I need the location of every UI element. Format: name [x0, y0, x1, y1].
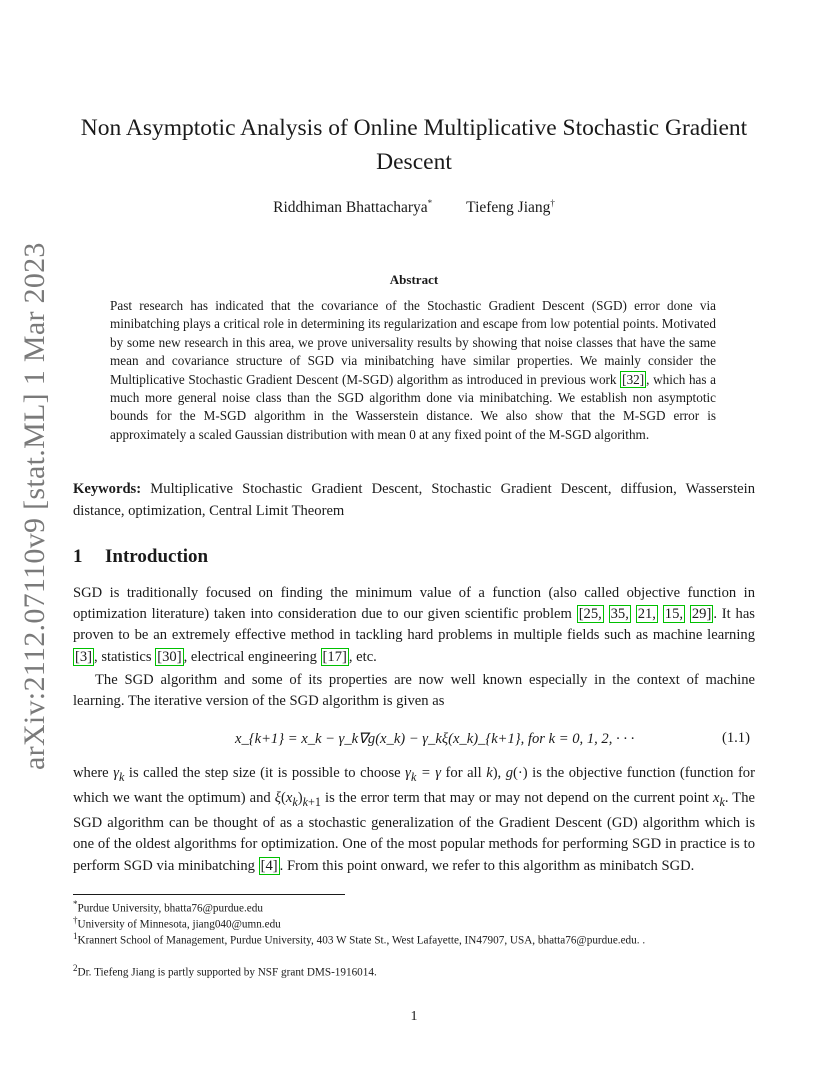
- abstract-text: Past research has indicated that the covariance of the Stochastic Gradient Descent (SGD) error done via minibatching plays a critical role in determining its regularization and escape from low potential points. Motivated by some new research in this area, we prove universality results by showing that noise classes that have the same mean and covariance structure of SGD via minibatching have similar properties. We mainly consider the Multiplicative Stochastic Gradient Descent (M-SGD) algorithm as introduced in previous work: [110, 298, 716, 387]
- author-1: Riddhiman Bhattacharya: [273, 199, 428, 217]
- intro-paragraph-2: The SGD algorithm and some of its properties are now well known especially in the context of machine learning. The iterative version of the SGD algorithm is given as: [73, 672, 755, 710]
- footnote-rule: [73, 894, 345, 895]
- citation-link[interactable]: 21,: [637, 606, 656, 623]
- section-title: Introduction: [105, 546, 209, 567]
- equation-1-1: x_{k+1} = x_k − γ_k∇g(x_k) − γ_kξ(x_k)_{k+1}, for k = 0, 1, 2, · · ·: [235, 731, 635, 747]
- page-number: 1: [410, 1009, 418, 1024]
- section-heading: [73, 546, 208, 568]
- abstract-text-2: , which has a much more general noise class than the SGD algorithm done via minibatching. We establish non asymptotic bounds for the M-SGD algorithm in the Wasserstein distance. We also show that the M-SGD error is approximately a scaled Gaussian distribution with mean 0 at any fixed point of the M-SGD algorithm.: [110, 371, 716, 442]
- title-line-1: Non Asymptotic Analysis of Online Multiplicative Stochastic Gradient: [80, 115, 748, 141]
- title-line-2: Descent: [376, 149, 452, 175]
- citation-link[interactable]: 35,: [610, 606, 629, 623]
- citation-link[interactable]: [17]: [322, 648, 347, 665]
- citation-link[interactable]: [25,: [578, 606, 602, 623]
- paper-title: [0, 111, 828, 179]
- abstract-body: [110, 297, 716, 444]
- author-list: [0, 198, 828, 217]
- citation-link[interactable]: 29]: [691, 606, 712, 623]
- intro-paragraph-3: where $\gamma_k$ is called the step size (it is possible to choose $\gamma_k = \gamma$ for all k), g(·) is the objective function (function for which we want the optimum) and $\xi(x_k)_{k+1}$ is the error term that may or may not depend on the current point $x_k$. The SGD algorithm can be thought of as a stochastic generalization of the Gradient Descent (GD) algorithm which is one of the oldest algorithms for optimization. One of the most popular methods for performing SGD in practice is to perform SGD via minibatching [4] . From this point onward, we refer to this algorithm as minibatch SGD.: [73, 765, 755, 874]
- abstract-heading: Abstract: [389, 272, 439, 287]
- keywords-text: Multiplicative Stochastic Gradient Descent, Stochastic Gradient Descent, diffusion, Wasserstein distance, optimization, Central Limit Theorem: [73, 481, 755, 519]
- section-number: 1: [73, 546, 83, 567]
- citation-link[interactable]: [4]: [260, 857, 278, 874]
- intro-paragraph-1: SGD is traditionally focused on finding the minimum value of a function (also called objective function in optimization literature) taken into consideration due to our given scientific problem [25, 35, 21, 15, 29] . It has proven to be an extremely effective method in tackling hard problems in multiple fields such as machine learning [3] , statistics [30] , electrical engineering [17] , etc.: [73, 585, 755, 665]
- keywords-label: Keywords:: [73, 481, 142, 497]
- author-1-mark: *: [427, 198, 433, 208]
- citation-link[interactable]: [30]: [157, 648, 182, 665]
- equation-number: (1.1): [722, 730, 750, 746]
- footnote-2: †University of Minnesota, jiang040@umn.edu: [73, 915, 281, 931]
- footnote-3: $^1$Krannert School of Management, Purdue University, 403 W State St., West Lafayette, IN47907, USA, bhatta76@purdue.edu. .: [73, 931, 646, 947]
- keywords: [73, 479, 755, 522]
- citation-link[interactable]: 15,: [664, 606, 684, 623]
- author-2-mark: †: [550, 198, 555, 208]
- footnote-4: $^2$Dr. Tiefeng Jiang is partly supported by NSF grant DMS-1916014.: [73, 963, 377, 979]
- citation-link[interactable]: [32]: [622, 371, 645, 387]
- arxiv-side-stamp: arXiv:2112.07110v9 [stat.ML] 1 Mar 2023: [18, 242, 51, 770]
- footnote-1: *Purdue University, bhatta76@purdue.edu: [73, 899, 263, 915]
- author-2: Tiefeng Jiang: [466, 199, 551, 217]
- citation-link[interactable]: [3]: [75, 648, 93, 665]
